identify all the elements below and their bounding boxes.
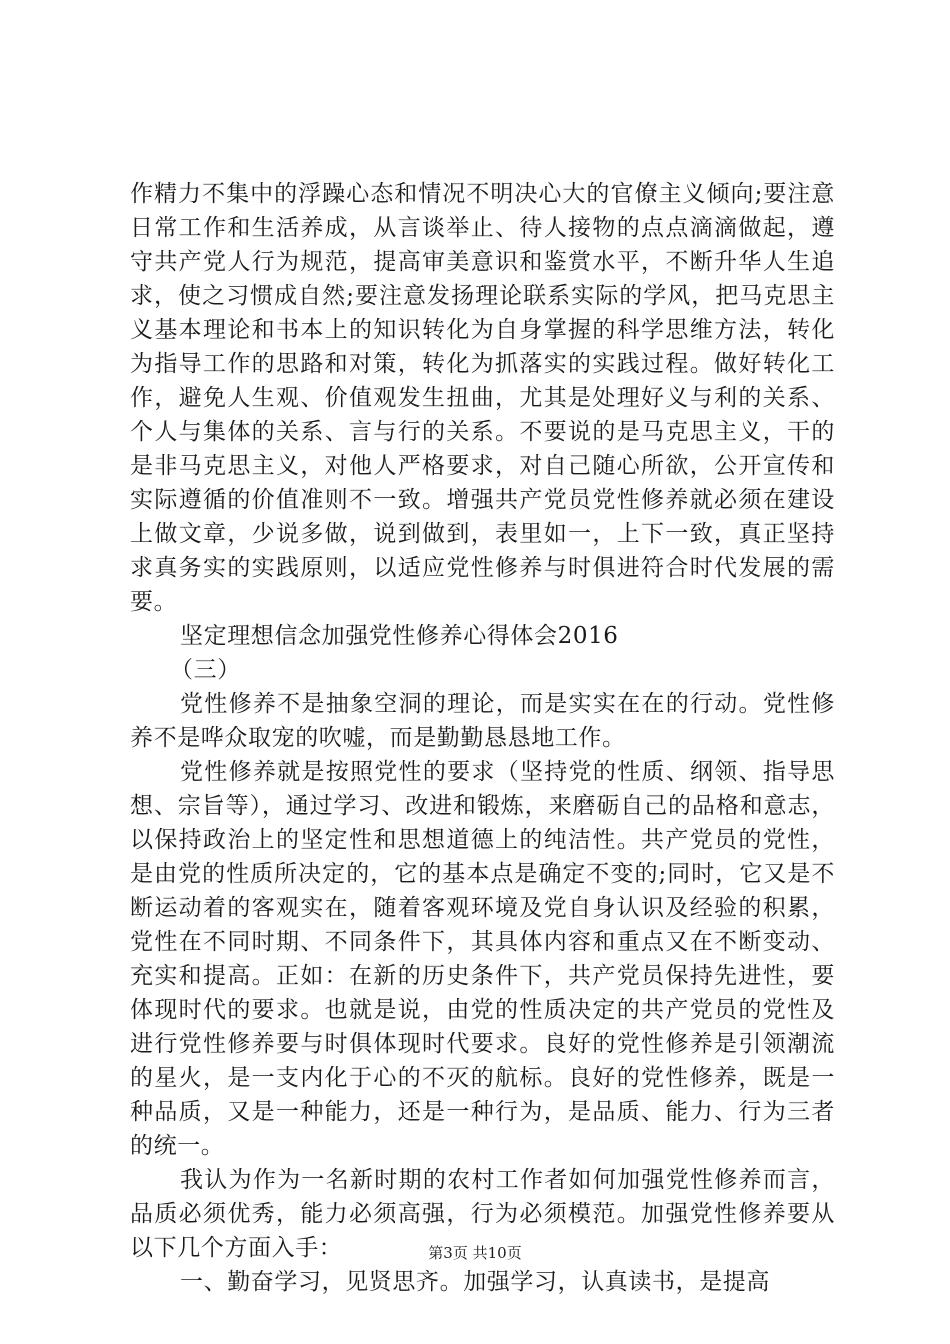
body-paragraph: 一、勤奋学习，见贤思齐。加强学习，认真读书，是提高 (180, 1269, 770, 1295)
document-body (130, 177, 835, 1299)
page-footer (0, 1243, 950, 1263)
body-paragraph-continuation: 作精力不集中的浮躁心态和情况不明决心大的官僚主义倾向;要注意日常工作和生活养成，从言谈举止、待人接物的点点滴滴做起，遵守共产党人行为规范，提高审美意识和鉴赏水平，不断升华人生追求，使之习惯成自然;要注意发扬理论联系实际的学风，把马克思主义基本理论和书本上的知识转化为自身掌握的科学思维方法，转化为指导工作的思路和对策，转化为抓落实的实践过程。做好转化工作，避免人生观、价值观发生扭曲，尤其是处理好义与利的关系、个人与集体的关系、言与行的关系。不要说的是马克思主义，干的是非马克思主义，对他人严格要求，对自己随心所欲，公开宣传和实际遵循的价值准则不一致。增强共产党员党性修养就必须在建设上做文章，少说多做，说到做到，表里如一，上下一致，真正坚持求真务实的实践原则，以适应党性修养与时俱进符合时代发展的需要。 (130, 181, 835, 615)
body-paragraph: 党性修养不是抽象空洞的理论，而是实实在在的行动。党性修养不是哗众取宠的吹嘘，而是勤勤恳恳地工作。 (130, 691, 835, 751)
body-paragraph: 党性修养就是按照党性的要求（坚持党的性质、纲领、指导思想、宗旨等），通过学习、改进和锻炼，来磨砺自己的品格和意志，以保持政治上的坚定性和思想道德上的纯洁性。共产党员的党性，是由党的性质所决定的，它的基本点是确定不变的;同时，它又是不断运动着的客观实在，随着客观环境及党自身认识及经验的积累，党性在不同时期、不同条件下，其具体内容和重点又在不断变动、充实和提高。正如：在新的历史条件下，共产党员保持先进性，要体现时代的要求。也就是说，由党的性质决定的共产党员的党性及进行党性修养要与时俱体现时代要求。良好的党性修养是引领潮流的星火，是一支内化于心的不灭的航标。良好的党性修养，既是一种品质，又是一种能力，还是一种行为，是品质、能力、行为三者的统一。 (130, 759, 835, 1159)
section-title: 坚定理想信念加强党性修养心得体会2016 (180, 623, 619, 649)
page-number-label: 第3页 共10页 (428, 1244, 522, 1262)
section-subtitle: （三） (170, 657, 241, 683)
body-paragraph: 我认为作为一名新时期的农村工作者如何加强党性修养而言，品质必须优秀，能力必须高强，行为必须模范。加强党性修养要从以下几个方面入手： (130, 1167, 835, 1261)
